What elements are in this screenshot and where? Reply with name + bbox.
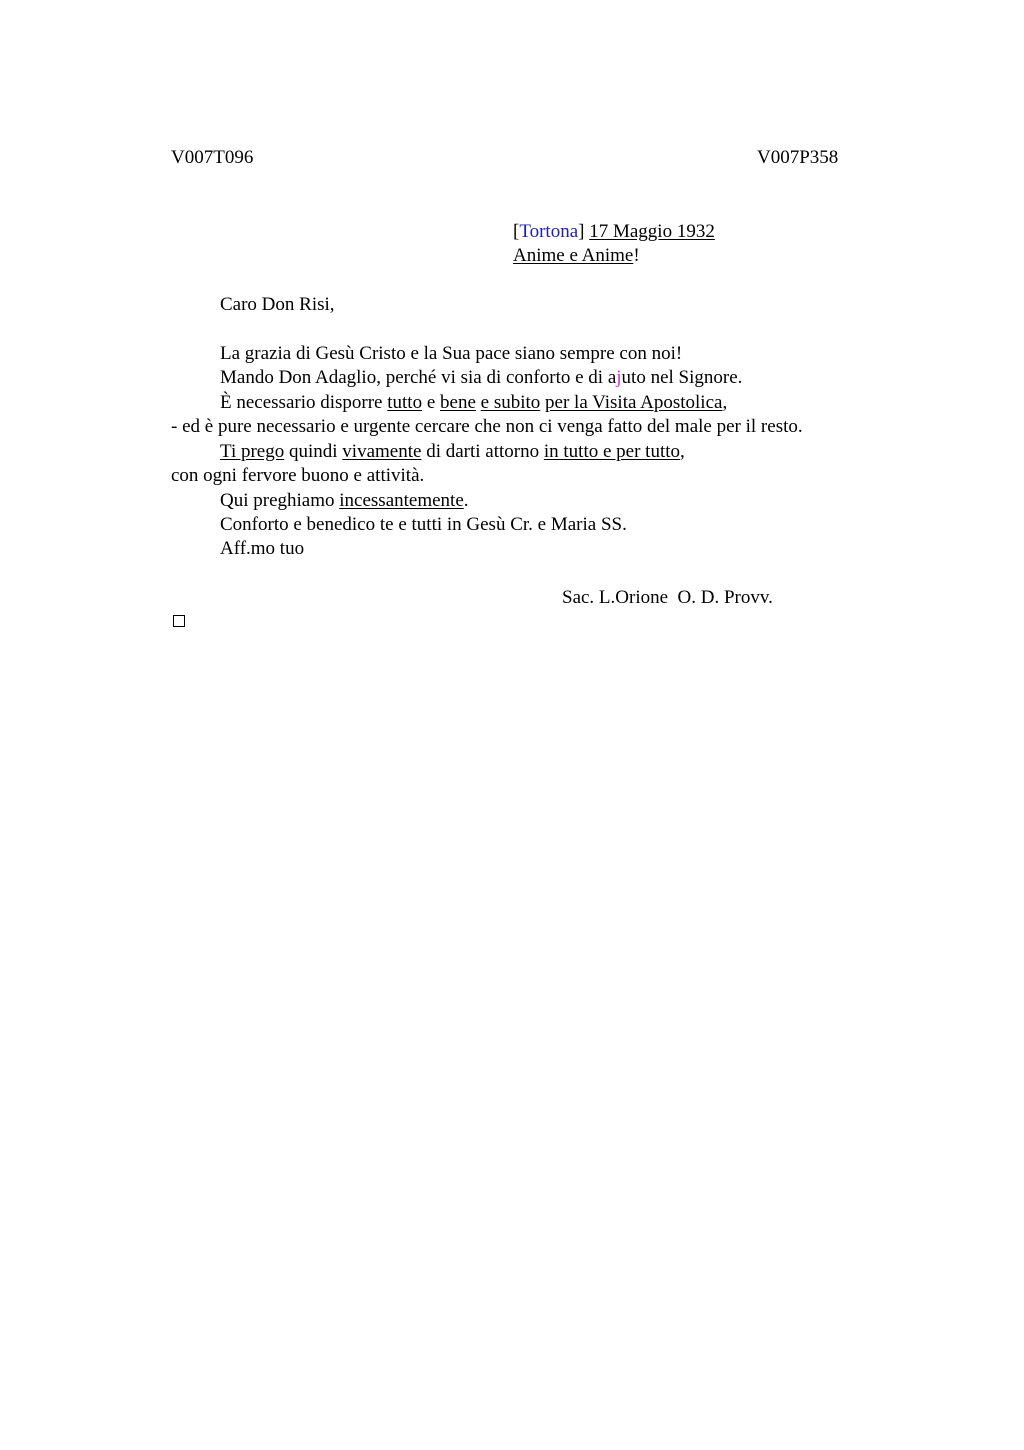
text-segment: , bbox=[680, 441, 685, 462]
underlined-text: in tutto e per tutto bbox=[543, 441, 681, 462]
dateline bbox=[513, 220, 715, 244]
body-line-5 bbox=[220, 440, 685, 464]
bracket-close: ] bbox=[578, 221, 585, 242]
body-line-2 bbox=[220, 366, 742, 390]
text-segment: quindi bbox=[284, 441, 343, 462]
signature: Sac. L.Orione O. D. Provv. bbox=[562, 587, 773, 608]
place-name: Tortona bbox=[519, 221, 579, 242]
underlined-text: per la Visita Apostolica bbox=[545, 392, 723, 413]
salutation: Caro Don Risi, bbox=[220, 294, 335, 315]
document-code-right: V007P358 bbox=[757, 147, 839, 168]
text-segment: . bbox=[463, 490, 469, 511]
body-line-8: Conforto e benedico te e tutti in Gesù Cr. e Maria SS. bbox=[220, 514, 627, 535]
underlined-text: e subito bbox=[480, 392, 541, 413]
body-line-2-end: uto nel Signore. bbox=[621, 367, 743, 388]
motto-text: Anime e Anime bbox=[513, 245, 634, 266]
body-line-1: La grazia di Gesù Cristo e la Sua pace siano sempre con noi! bbox=[220, 343, 683, 364]
bracket-open: [ bbox=[513, 221, 520, 242]
body-line-7 bbox=[220, 489, 469, 513]
text-segment: , bbox=[722, 392, 728, 413]
underlined-text: Ti prego bbox=[220, 441, 285, 462]
underlined-text: tutto bbox=[387, 392, 423, 413]
empty-box-symbol bbox=[173, 615, 185, 627]
motto bbox=[513, 244, 640, 268]
underlined-text: vivamente bbox=[342, 441, 422, 462]
body-line-6: con ogni fervore buono e attività. bbox=[171, 465, 425, 486]
body-line-3 bbox=[220, 391, 727, 415]
body-line-2-start: Mando Don Adaglio, perché vi sia di conforto e di a bbox=[220, 367, 617, 388]
text-segment: di darti attorno bbox=[421, 441, 544, 462]
text-segment: È necessario disporre bbox=[220, 392, 388, 413]
text-segment: Qui preghiamo bbox=[220, 490, 340, 511]
closing: Aff.mo tuo bbox=[220, 538, 305, 559]
body-line-4: - ed è pure necessario e urgente cercare che non ci venga fatto del male per il resto. bbox=[171, 416, 803, 437]
letter-date: 17 Maggio 1932 bbox=[589, 221, 715, 242]
underlined-text: bene bbox=[440, 392, 476, 413]
highlighted-letter: j bbox=[616, 367, 622, 388]
document-code-left: V007T096 bbox=[171, 147, 254, 168]
text-segment: e bbox=[422, 392, 441, 413]
motto-punctuation: ! bbox=[633, 245, 640, 266]
underlined-text: incessantemente bbox=[339, 490, 464, 511]
